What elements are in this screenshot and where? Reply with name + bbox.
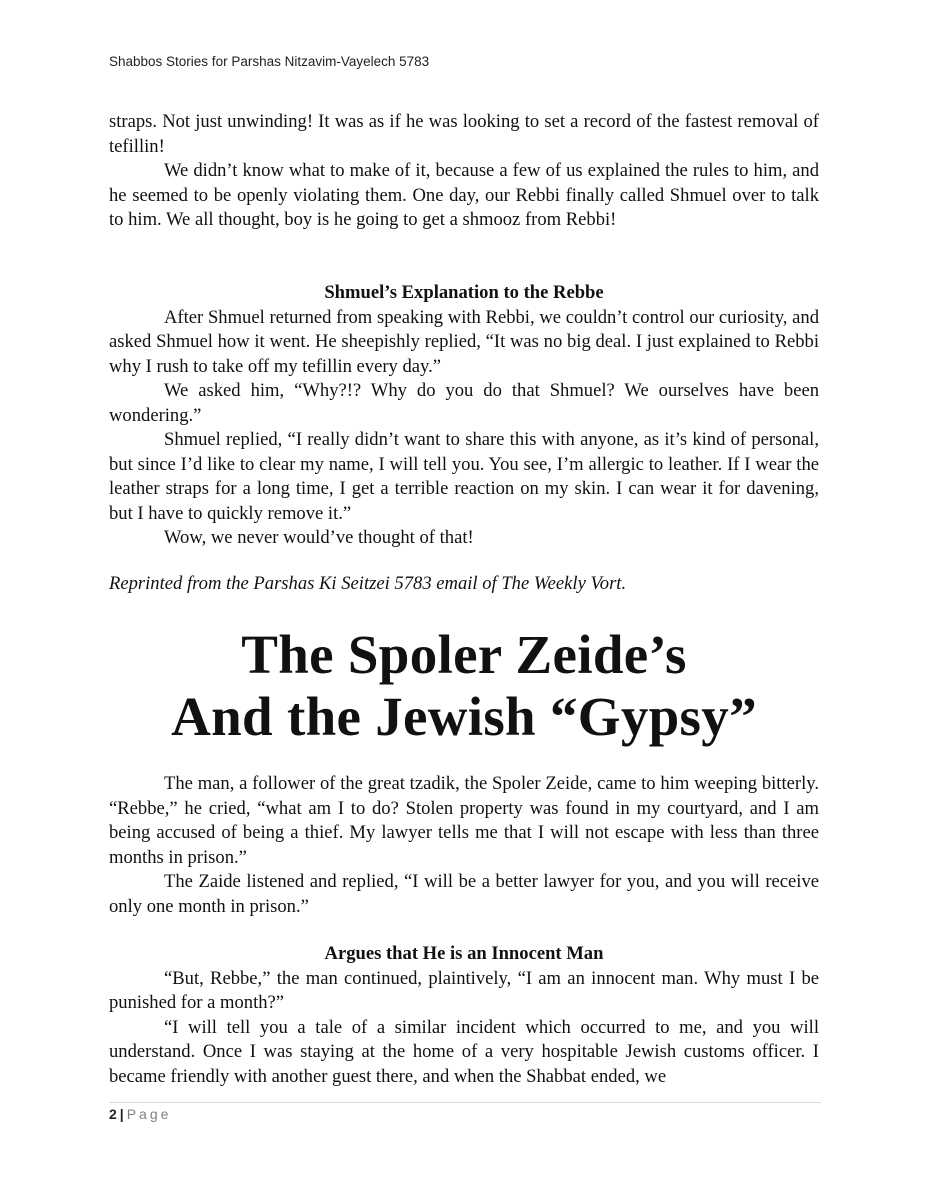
story2-title-line-1: The Spoler Zeide’s (241, 624, 687, 685)
story2-paragraph-2: The Zaide listened and replied, “I will be a better lawyer for you, and you will receive only one month in prison.” (109, 871, 819, 917)
footer-separator: | (119, 1106, 124, 1122)
story2-body (109, 772, 819, 919)
story2-subheading: Argues that He is an Innocent Man (324, 943, 604, 964)
story1-paragraph-6: Wow, we never would’ve thought of that! (164, 527, 474, 548)
story2-section-2 (109, 942, 819, 1089)
story1-paragraph-2: We didn’t know what to make of it, because a few of us explained the rules to him, and he seemed to be openly violating them. One day, our Rebbi finally called Shmuel over to talk to him. We all thought, boy is he going to get a shmooz from Rebbi! (109, 160, 819, 230)
story1-subheading: Shmuel’s Explanation to the Rebbe (324, 282, 604, 303)
story1-paragraph-3: After Shmuel returned from speaking with Rebbi, we couldn’t control our curiosity, and asked Shmuel how it went. He sheepishly replied, “It was no big deal. I just explained to Rebbi why I rush to take off my tefillin every day.” (109, 306, 819, 377)
story1-paragraph-5: Shmuel replied, “I really didn’t want to share this with anyone, as it’s kind of personal, but since I’d like to clear my name, I will tell you. You see, I’m allergic to leather. If I wear the leather straps for a long time, I get a terrible reaction on my skin. I can wear it for davening, but I have to quickly remove it.” (109, 429, 819, 524)
story2-title-block (109, 624, 819, 748)
page-label: Page (126, 1106, 172, 1122)
story1-body (109, 110, 819, 233)
story2-paragraph-1: The man, a follower of the great tzadik, the Spoler Zeide, came to him weeping bitterly. “Rebbe,” he cried, “what am I to do? Stolen property was found in my courtyard, and I am being accused of being a thief. My lawyer tells me that I will not escape with less than three months in prison.” (109, 773, 819, 868)
story2-paragraph-4: “I will tell you a tale of a similar incident which occurred to me, and you will understand. Once I was staying at the home of a very hospitable Jewish customs officer. I became friendly with another guest there, and when the Shabbat ended, we (109, 1016, 819, 1087)
story1-credit-block (109, 572, 819, 597)
page-footer (109, 1106, 171, 1122)
story1-credit: Reprinted from the Parshas Ki Seitzei 5783 email of The Weekly Vort. (109, 573, 627, 594)
footer-divider (109, 1102, 821, 1103)
story1-paragraph-4: We asked him, “Why?!? Why do you do that Shmuel? We ourselves have been wondering.” (109, 380, 819, 426)
story1-section-2 (109, 281, 819, 551)
story2-title-line-2: And the Jewish “Gypsy” (171, 686, 757, 747)
story2-paragraph-3: “But, Rebbe,” the man continued, plaintively, “I am an innocent man. Why must I be punished for a month?” (109, 967, 819, 1013)
running-header: Shabbos Stories for Parshas Nitzavim-Vayelech 5783 (109, 54, 430, 69)
page-number: 2 (109, 1106, 117, 1122)
story1-paragraph-1: straps. Not just unwinding! It was as if he was looking to set a record of the fastest removal of tefillin! (109, 111, 819, 157)
